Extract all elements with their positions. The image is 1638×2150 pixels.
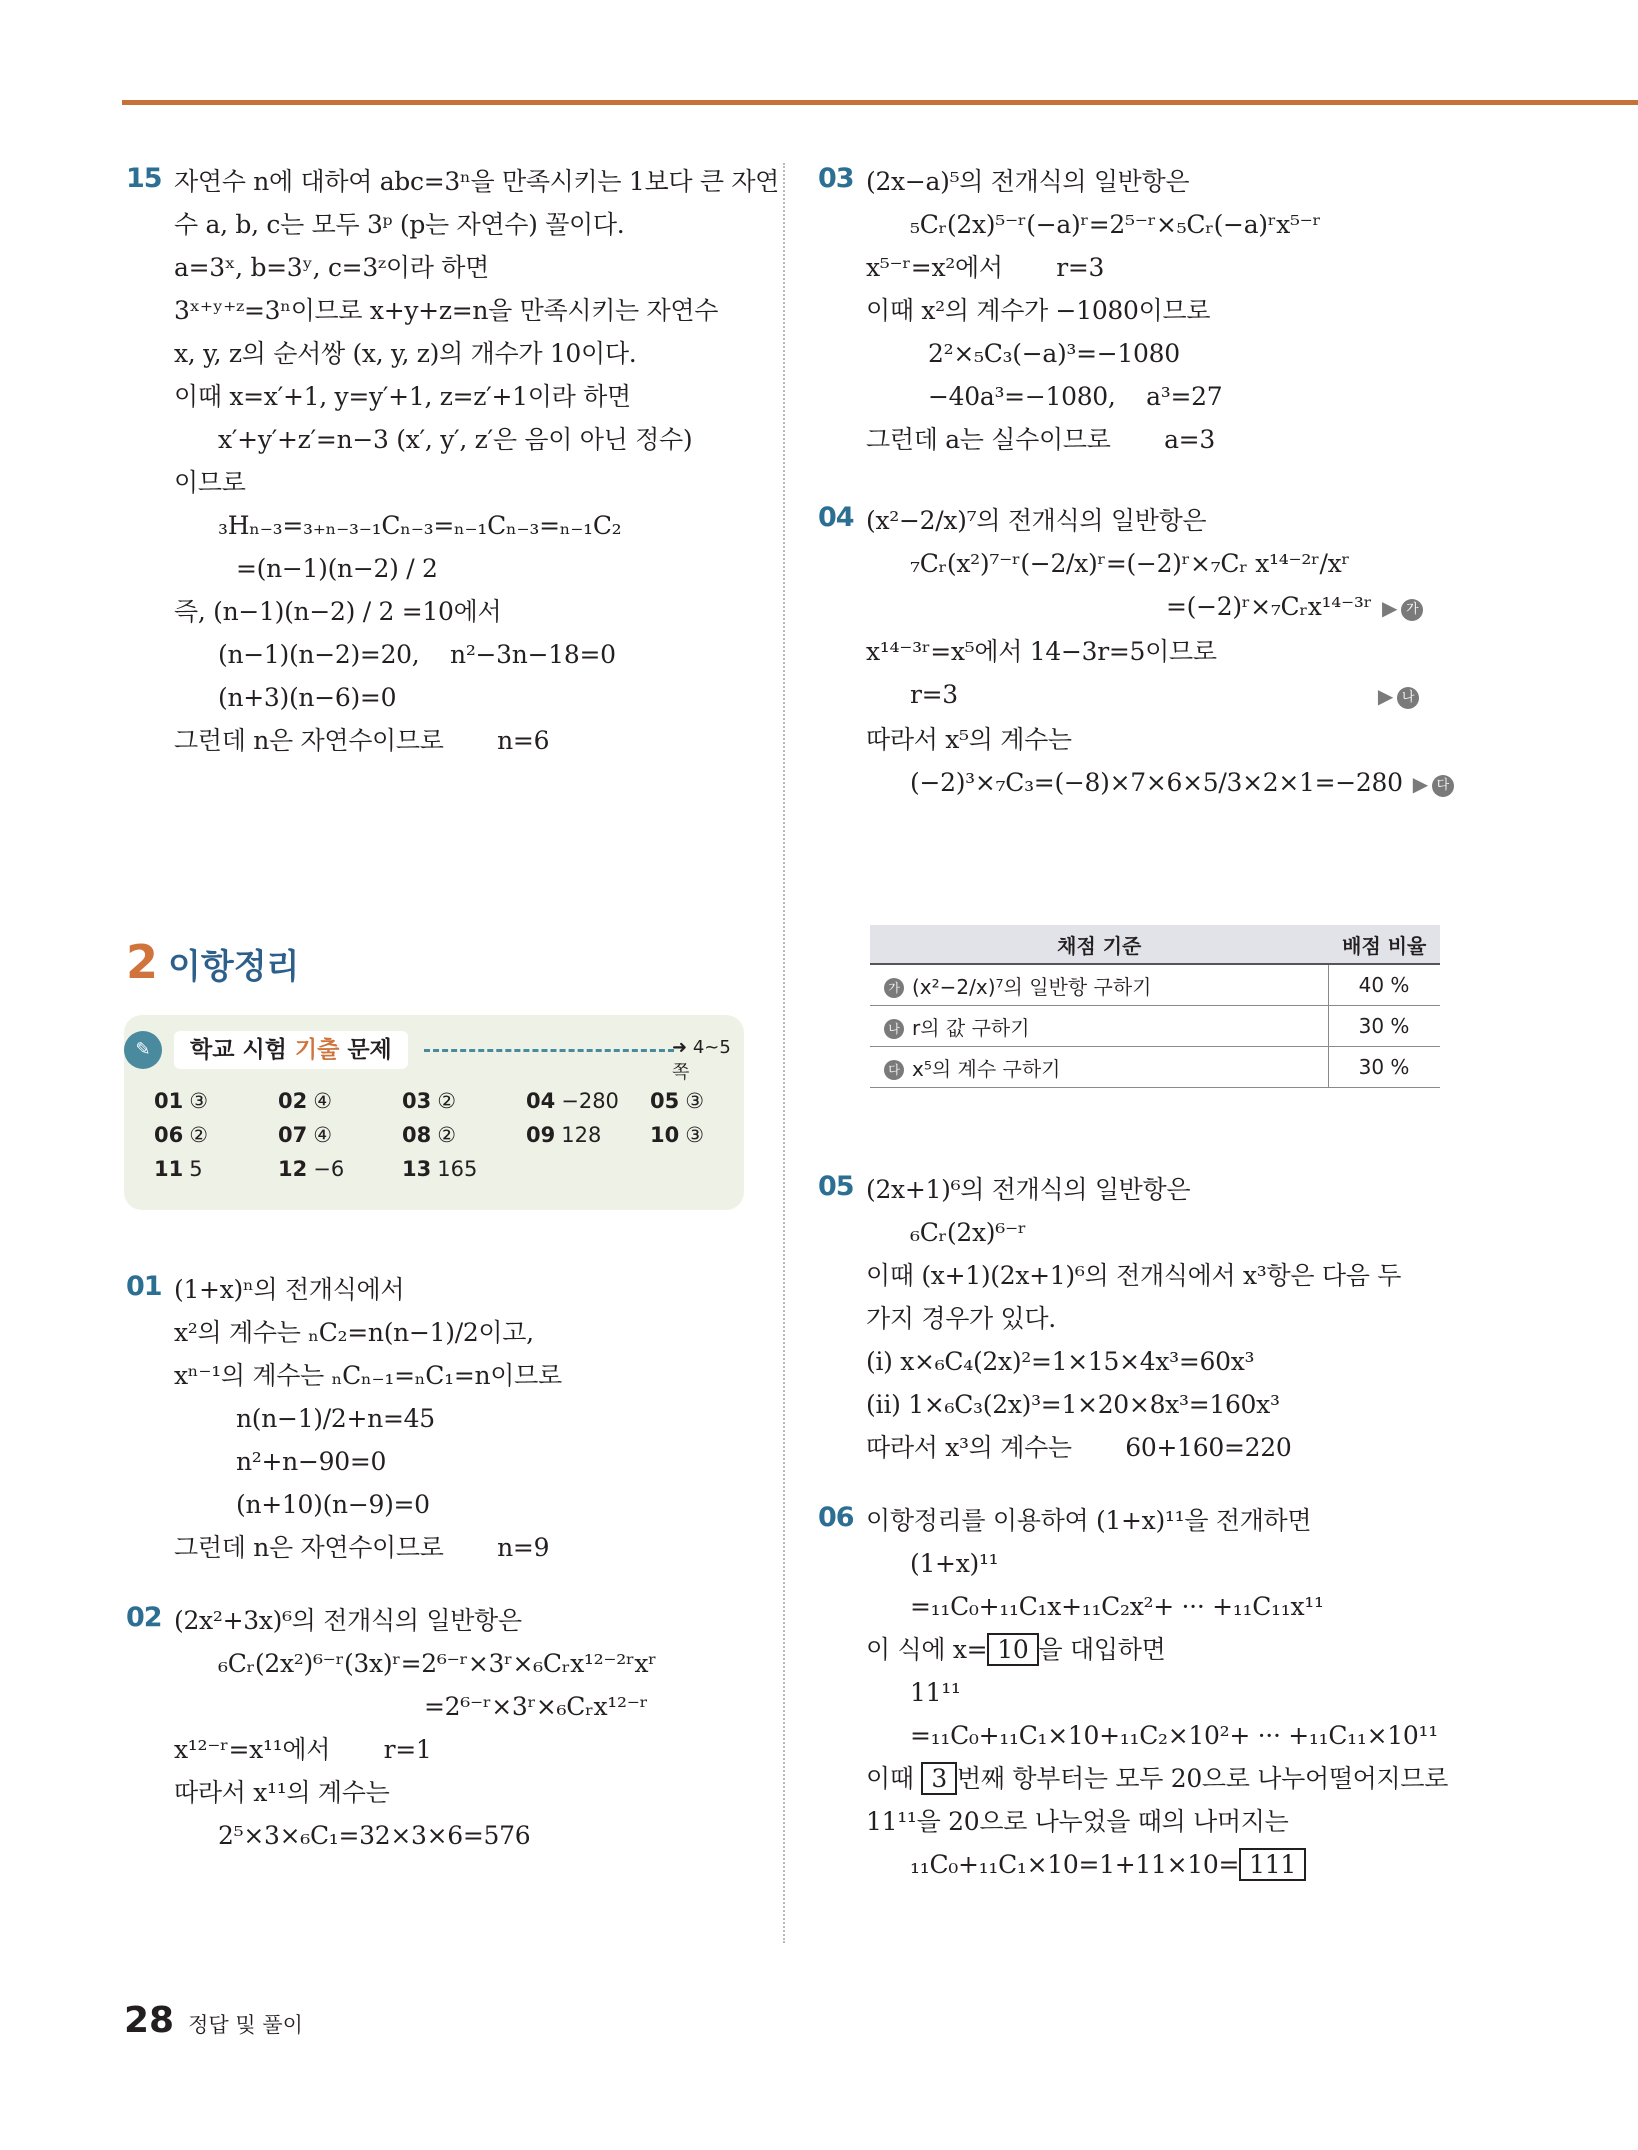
answer-box: 111 — [1239, 1848, 1306, 1881]
flag-marker: ▶ 나 — [1378, 675, 1419, 718]
page-footer — [124, 2000, 303, 2041]
solution-line: x²의 계수는 ₙC₂=n(n−1)/2이고, — [174, 1318, 534, 1347]
solution-line: n(n−1)/2+n=45 — [236, 1404, 435, 1433]
solution-line: 따라서 x¹¹의 계수는 — [174, 1778, 390, 1807]
problem-number: 05 — [818, 1171, 854, 1202]
problem-number: 15 — [126, 163, 162, 194]
answer-item: 10 ③ — [650, 1123, 705, 1147]
problem-number: 04 — [818, 502, 854, 533]
solution-line: x⁵⁻ʳ=x²에서 r=3 — [866, 253, 1105, 282]
problem-01 — [126, 1268, 756, 1569]
solution-line: 따라서 x³의 계수는 60+160=220 — [866, 1433, 1292, 1462]
solution-line: (n−1)(n−2)=20, n²−3n−18=0 — [218, 640, 616, 669]
solution-line: ₆Cᵣ(2x²)⁶⁻ʳ(3x)ʳ=2⁶⁻ʳ×3ʳ×₆Cᵣx¹²⁻²ʳxʳ — [218, 1649, 657, 1678]
table-cell: 40 % — [1329, 964, 1441, 1006]
solution-line: 11¹¹ — [910, 1678, 961, 1707]
quiz-title: 학교 시험 기출 문제 — [174, 1031, 408, 1069]
solution-line: (ⅰ) x×₆C₄(2x)²=1×15×4x³=60x³ — [866, 1347, 1255, 1376]
solution-line: 가지 경우가 있다. — [866, 1304, 1056, 1333]
answer-item: 03 ② — [402, 1089, 457, 1113]
answer-item: 07 ④ — [278, 1123, 333, 1147]
solution-line: (ⅱ) 1×₆C₃(2x)³=1×20×8x³=160x³ — [866, 1390, 1280, 1419]
solution-line: =₁₁C₀+₁₁C₁x+₁₁C₂x²+ ··· +₁₁C₁₁x¹¹ — [910, 1592, 1324, 1621]
solution-line: xⁿ⁻¹의 계수는 ₙCₙ₋₁=ₙC₁=n이므로 — [174, 1361, 562, 1390]
problem-number: 06 — [818, 1502, 854, 1533]
table-cell: 가 (x²−2/x)⁷의 일반항 구하기 — [870, 964, 1329, 1006]
solution-line: ₅Cᵣ(2x)⁵⁻ʳ(−a)ʳ=2⁵⁻ʳ×₅Cᵣ(−a)ʳx⁵⁻ʳ — [910, 210, 1321, 239]
problem-05 — [818, 1168, 1458, 1469]
solution-line: (n+3)(n−6)=0 — [218, 683, 397, 712]
solution-line: (n+10)(n−9)=0 — [236, 1490, 430, 1519]
answer-grid — [154, 1089, 734, 1181]
answer-item: 02 ④ — [278, 1089, 333, 1113]
solution-line: 즉, (n−1)(n−2) / 2 =10에서 — [174, 597, 502, 626]
solution-line: 이때 x=x′+1, y=y′+1, z=z′+1이라 하면 — [174, 382, 631, 411]
answer-item: 13 165 — [402, 1157, 478, 1181]
solution-line: 수 a, b, c는 모두 3ᵖ (p는 자연수) 꼴이다. — [174, 210, 625, 239]
table-cell: 나 r의 값 구하기 — [870, 1006, 1329, 1047]
column-divider — [783, 163, 785, 1943]
solution-line: 그런데 n은 자연수이므로 n=6 — [174, 726, 550, 755]
solution-line: 2⁵×3×₆C₁=32×3×6=576 — [218, 1821, 531, 1850]
answer-item: 06 ② — [154, 1123, 209, 1147]
solution-line: 이므로 — [174, 468, 246, 497]
answer-item: 11 5 — [154, 1157, 203, 1181]
left-column-lower — [126, 1268, 756, 1887]
solution-line: (x²−2/x)⁷의 전개식의 일반항은 — [866, 506, 1207, 535]
solution-line: a=3ˣ, b=3ʸ, c=3ᶻ이라 하면 — [174, 253, 489, 282]
solution-line: =(−2)ʳ×₇Cᵣx¹⁴⁻³ʳ ▶ 가 — [866, 585, 1458, 630]
quiz-pages: ➜ 4~5쪽 — [672, 1037, 731, 1083]
answer-item: 05 ③ — [650, 1089, 705, 1113]
solution-line: =(n−1)(n−2) / 2 — [236, 554, 438, 583]
solution-line: 11¹¹을 20으로 나누었을 때의 나머지는 — [866, 1807, 1289, 1836]
problem-number: 02 — [126, 1602, 162, 1633]
table-cell: 30 % — [1329, 1047, 1441, 1088]
section-title: 이항정리 — [168, 947, 300, 987]
quiz-header — [124, 1031, 744, 1083]
section-heading — [126, 935, 766, 995]
solution-line: ₃Hₙ₋₃=₃₊ₙ₋₃₋₁Cₙ₋₃=ₙ₋₁Cₙ₋₃=ₙ₋₁C₂ — [218, 511, 622, 540]
answer-item: 08 ② — [402, 1123, 457, 1147]
arrow-right-icon: ➜ — [672, 1037, 693, 1058]
problem-15 — [126, 160, 780, 762]
solution-line: ₇Cᵣ(x²)⁷⁻ʳ(−2/x)ʳ=(−2)ʳ×₇Cᵣ x¹⁴⁻²ʳ/xʳ — [910, 549, 1350, 578]
right-column-lower — [818, 1168, 1458, 1916]
answer-box: 10 — [987, 1633, 1038, 1666]
problem-number: 03 — [818, 163, 854, 194]
solution-line: (2x+1)⁶의 전개식의 일반항은 — [866, 1175, 1191, 1204]
problem-03 — [818, 160, 1458, 461]
flag-marker: ▶ 가 — [1382, 587, 1423, 630]
solution-line: 3ˣ⁺ʸ⁺ᶻ=3ⁿ이므로 x+y+z=n을 만족시키는 자연수 — [174, 296, 719, 325]
answer-item: 01 ③ — [154, 1089, 209, 1113]
solution-line: 2²×₅C₃(−a)³=−1080 — [928, 339, 1180, 368]
solution-line: 자연수 n에 대하여 abc=3ⁿ을 만족시키는 1보다 큰 자연 — [174, 167, 780, 196]
section-number: 2 — [126, 935, 159, 989]
solution-line: (2x−a)⁵의 전개식의 일반항은 — [866, 167, 1190, 196]
solution-line: ₁₁C₀+₁₁C₁×10=1+11×10= 111 — [866, 1843, 1458, 1886]
solution-line: 이때 3 번째 항부터는 모두 20으로 나누어떨어지므로 — [866, 1764, 1449, 1793]
solution-line: x¹⁴⁻³ʳ=x⁵에서 14−3r=5이므로 — [866, 637, 1217, 666]
solution-line: 그런데 a는 실수이므로 a=3 — [866, 425, 1215, 454]
solution-line: 이항정리를 이용하여 (1+x)¹¹을 전개하면 — [866, 1506, 1312, 1535]
dashed-arrow-line — [424, 1049, 674, 1052]
top-rule — [122, 100, 1638, 105]
table-cell: 30 % — [1329, 1006, 1441, 1047]
table-row — [870, 1006, 1440, 1047]
quiz-answer-box — [124, 1015, 744, 1210]
table-row — [870, 964, 1440, 1006]
solution-line: 이때 (x+1)(2x+1)⁶의 전개식에서 x³항은 다음 두 — [866, 1261, 1402, 1290]
table-cell: 다 x⁵의 계수 구하기 — [870, 1047, 1329, 1088]
flag-marker: ▶ 다 — [1413, 763, 1454, 806]
left-column — [126, 160, 780, 792]
solution-line: (−2)³×₇C₃=(−8)×7×6×5/3×2×1=−280 ▶ 다 — [866, 761, 1458, 806]
solution-line: 따라서 x⁵의 계수는 — [866, 725, 1072, 754]
answer-item: 09 128 — [526, 1123, 602, 1147]
solution-line: r=3 ▶ 나 — [866, 673, 1458, 718]
solution-line: 이 식에 x= 10 을 대입하면 — [866, 1635, 1166, 1664]
solution-line: −40a³=−1080, a³=27 — [928, 382, 1223, 411]
solution-line: (1+x)¹¹ — [910, 1549, 999, 1578]
table-header-row — [870, 925, 1440, 964]
solution-line: =2⁶⁻ʳ×3ʳ×₆Cᵣx¹²⁻ʳ — [424, 1692, 648, 1721]
table-header: 배점 비율 — [1329, 925, 1441, 964]
solution-line: (1+x)ⁿ의 전개식에서 — [174, 1275, 405, 1304]
problem-04 — [818, 499, 1458, 806]
solution-line: ₆Cᵣ(2x)⁶⁻ʳ — [910, 1218, 1027, 1247]
answer-box: 3 — [921, 1762, 957, 1795]
page-number: 28 — [124, 2000, 175, 2041]
problem-number: 01 — [126, 1271, 162, 1302]
answer-item: 12 −6 — [278, 1157, 345, 1181]
right-column — [818, 160, 1458, 836]
solution-line: x, y, z의 순서쌍 (x, y, z)의 개수가 10이다. — [174, 339, 637, 368]
solution-line: (2x²+3x)⁶의 전개식의 일반항은 — [174, 1606, 522, 1635]
solution-line: x′+y′+z′=n−3 (x′, y′, z′은 음이 아닌 정수) — [218, 425, 693, 454]
solution-line: x¹²⁻ʳ=x¹¹에서 r=1 — [174, 1735, 432, 1764]
scoring-table — [870, 925, 1440, 1088]
solution-line: 그런데 n은 자연수이므로 n=9 — [174, 1533, 550, 1562]
solution-line: n²+n−90=0 — [236, 1447, 387, 1476]
answer-item: 04 −280 — [526, 1089, 619, 1113]
problem-02 — [126, 1599, 756, 1857]
solution-line: 이때 x²의 계수가 −1080이므로 — [866, 296, 1211, 325]
table-row — [870, 1047, 1440, 1088]
table-header: 채점 기준 — [870, 925, 1329, 964]
page-label: 정답 및 풀이 — [188, 2013, 303, 2037]
pencil-note-icon: ✎ — [124, 1031, 162, 1069]
problem-06 — [818, 1499, 1458, 1886]
solution-line: =₁₁C₀+₁₁C₁×10+₁₁C₂×10²+ ··· +₁₁C₁₁×10¹¹ — [910, 1721, 1438, 1750]
